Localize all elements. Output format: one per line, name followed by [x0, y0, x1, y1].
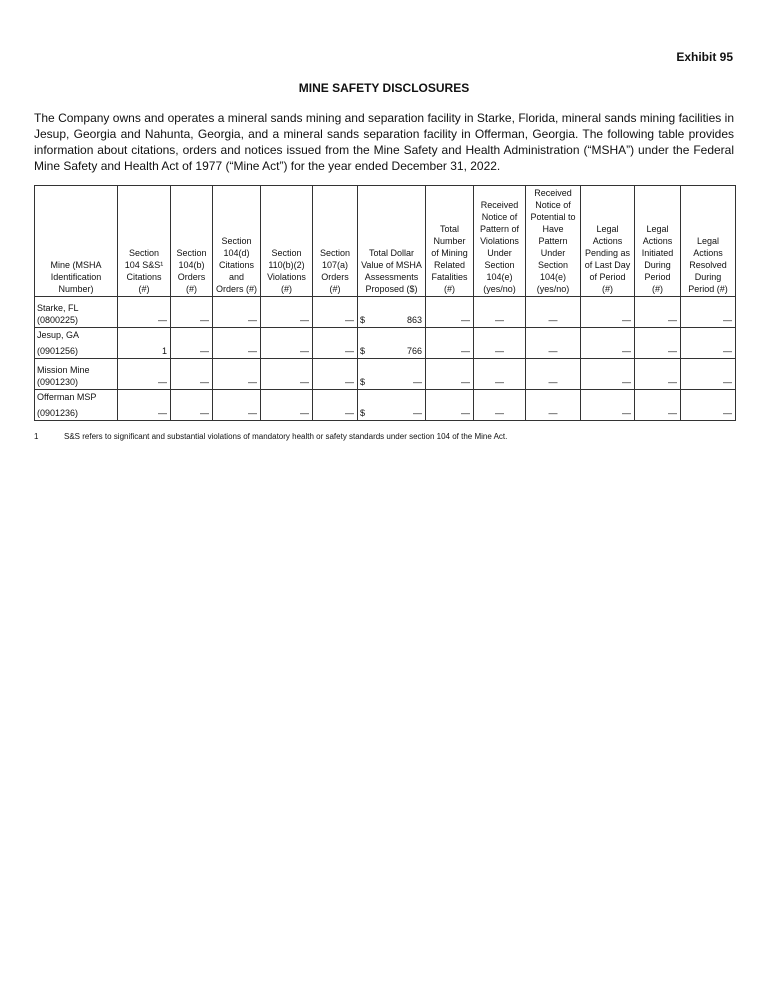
cell-value: 1 [161, 346, 167, 356]
value-cell [261, 297, 313, 328]
mine-cell [35, 390, 118, 421]
cell-value: — [158, 315, 167, 325]
mine-cell [35, 328, 118, 359]
value-cell [474, 390, 526, 421]
value-cell [261, 390, 313, 421]
column-header: Section 104(b) Orders (#) [171, 186, 213, 297]
cell-value: — [723, 408, 732, 418]
cell-value: — [461, 346, 470, 356]
column-header: Section 107(a) Orders (#) [313, 186, 358, 297]
value-cell [118, 390, 171, 421]
mine-cell [35, 297, 118, 328]
cell-value: — [461, 315, 470, 325]
value-cell [526, 390, 581, 421]
mine-id: (0800225) [37, 315, 79, 325]
column-header: Mine (MSHA Identification Number) [35, 186, 118, 297]
mine-name: Mission Mine [37, 365, 90, 375]
value-cell [358, 297, 426, 328]
cell-value: — [668, 408, 677, 418]
cell-value: — [622, 315, 631, 325]
table-row [35, 390, 736, 421]
currency-symbol: $ [360, 315, 366, 325]
value-cell [635, 297, 681, 328]
cell-value: — [248, 346, 257, 356]
currency-symbol: $ [360, 377, 366, 387]
cell-value: 766 [406, 346, 422, 356]
column-header: Total Dollar Value of MSHA Assessments Proposed ($) [358, 186, 426, 297]
cell-value: — [248, 408, 257, 418]
column-header: Total Number of Mining Related Fatalities (#) [426, 186, 474, 297]
cell-value: — [300, 377, 309, 387]
value-cell [213, 390, 261, 421]
value-cell [681, 359, 736, 390]
cell-value: — [495, 377, 504, 387]
cell-value: — [248, 315, 257, 325]
cell-value: — [300, 315, 309, 325]
mine-safety-table [34, 185, 736, 421]
value-cell [526, 359, 581, 390]
value-cell [474, 359, 526, 390]
value-cell [581, 328, 635, 359]
cell-value: — [622, 408, 631, 418]
value-cell [474, 328, 526, 359]
value-cell [118, 297, 171, 328]
cell-value: — [668, 346, 677, 356]
value-cell [681, 390, 736, 421]
value-cell [581, 390, 635, 421]
cell-value: — [300, 346, 309, 356]
value-cell [261, 328, 313, 359]
column-header: Section 110(b)(2) Violations (#) [261, 186, 313, 297]
page-title: MINE SAFETY DISCLOSURES [298, 81, 470, 95]
value-cell [213, 359, 261, 390]
column-header: Received Notice of Pattern of Violations Under Section 104(e) (yes/no) [474, 186, 526, 297]
cell-value: — [668, 315, 677, 325]
value-cell [358, 390, 426, 421]
value-cell [118, 359, 171, 390]
intro-paragraph: The Company owns and operates a mineral sands mining and separation facility in Starke, Florida, mineral sands mining facilities in Jesup, Georgia and Nahunta, Georgia, and a mineral sands separation facility in Offerman, Georgia. The following table provides information about citations, orders and notices issued from the Mine Safety and Health Administration (“MSHA”) under the Federal Mine Safety and Health Act of 1977 (“Mine Act”) for the year ended December 31, 2022. [34, 111, 734, 173]
cell-value: — [495, 315, 504, 325]
cell-value: — [668, 377, 677, 387]
currency-symbol: $ [360, 408, 366, 418]
value-cell [526, 297, 581, 328]
value-cell [313, 390, 358, 421]
cell-value: — [200, 377, 209, 387]
value-cell [171, 390, 213, 421]
cell-value: — [200, 315, 209, 325]
value-cell [313, 328, 358, 359]
currency-symbol: $ [360, 346, 366, 356]
cell-value: — [548, 377, 558, 387]
value-cell [426, 297, 474, 328]
value-cell [426, 390, 474, 421]
cell-value: — [622, 377, 631, 387]
mine-cell [35, 359, 118, 390]
value-cell [171, 297, 213, 328]
value-cell [426, 359, 474, 390]
column-header: Section 104 S&S¹ Citations (#) [118, 186, 171, 297]
footnote [34, 432, 507, 441]
value-cell [474, 297, 526, 328]
value-cell [681, 297, 736, 328]
column-header: Section 104(d) Citations and Orders (#) [213, 186, 261, 297]
value-cell [526, 328, 581, 359]
exhibit-label: Exhibit 95 [676, 50, 733, 64]
cell-value: — [622, 346, 631, 356]
value-cell [118, 328, 171, 359]
cell-value: — [723, 377, 732, 387]
cell-value: — [345, 377, 354, 387]
table-row [35, 359, 736, 390]
value-cell [313, 359, 358, 390]
column-header: Legal Actions Resolved During Period (#) [681, 186, 736, 297]
footnote-mark: 1 [34, 432, 39, 441]
value-cell [581, 359, 635, 390]
value-cell [358, 359, 426, 390]
cell-value: — [158, 377, 167, 387]
value-cell [681, 328, 736, 359]
value-cell [635, 390, 681, 421]
value-cell [426, 328, 474, 359]
value-cell [358, 328, 426, 359]
table-header-row [35, 186, 736, 297]
cell-value: — [413, 408, 422, 418]
mine-id: (0901230) [37, 377, 79, 387]
cell-value: — [495, 408, 504, 418]
cell-value: — [723, 346, 732, 356]
cell-value: — [548, 315, 558, 325]
mine-id: (0901256) [37, 346, 79, 356]
cell-value: — [723, 315, 732, 325]
footnote-text: S&S refers to significant and substantial violations of mandatory health or safety standards under section 104 of the Mine Act. [64, 432, 508, 441]
cell-value: — [200, 346, 209, 356]
cell-value: — [495, 346, 504, 356]
cell-value: — [548, 346, 558, 356]
cell-value: — [300, 408, 309, 418]
table-row [35, 297, 736, 328]
value-cell [635, 328, 681, 359]
cell-value: — [461, 377, 470, 387]
value-cell [171, 359, 213, 390]
cell-value: — [158, 408, 167, 418]
value-cell [313, 297, 358, 328]
mine-name: Starke, FL [37, 303, 79, 313]
value-cell [581, 297, 635, 328]
cell-value: — [413, 377, 422, 387]
mine-name: Jesup, GA [37, 330, 80, 340]
value-cell [171, 328, 213, 359]
column-header: Legal Actions Initiated During Period (#) [635, 186, 681, 297]
cell-value: — [345, 408, 354, 418]
mine-name: Offerman MSP [37, 392, 97, 402]
column-header: Legal Actions Pending as of Last Day of Period (#) [581, 186, 635, 297]
cell-value: 863 [406, 315, 422, 325]
cell-value: — [248, 377, 257, 387]
cell-value: — [548, 408, 558, 418]
cell-value: — [461, 408, 470, 418]
mine-id: (0901236) [37, 408, 79, 418]
table-row [35, 328, 736, 359]
value-cell [635, 359, 681, 390]
value-cell [213, 328, 261, 359]
value-cell [261, 359, 313, 390]
cell-value: — [345, 346, 354, 356]
cell-value: — [200, 408, 209, 418]
value-cell [213, 297, 261, 328]
cell-value: — [345, 315, 354, 325]
column-header: Received Notice of Potential to Have Pattern Under Section 104(e) (yes/no) [526, 186, 581, 297]
